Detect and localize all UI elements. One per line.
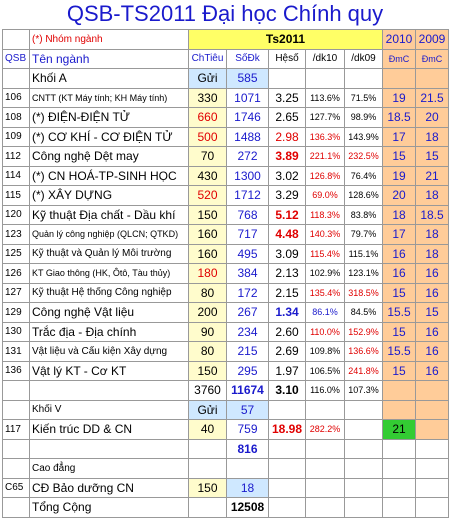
dmc-2010-header: ĐmC xyxy=(383,49,416,69)
khoi-a-label: Khối A xyxy=(30,69,189,89)
table-row: 126 KT Giao thông (HK, Ôtô, Tàu thủy) 180 384 2.13 102.9% 123.1% 16 16 xyxy=(3,264,449,284)
year-2010-header: 2010 xyxy=(383,30,416,50)
header-row-1 xyxy=(3,30,449,50)
dk09-header: /dk09 xyxy=(345,49,383,69)
khoi-v-row xyxy=(3,400,449,420)
dmc-2009-header: ĐmC xyxy=(416,49,449,69)
table-row: 127 Kỹ thuật Hệ thống Công nghiệp 80 172 2.15 135.4% 318.5% 15 16 xyxy=(3,283,449,303)
qsb-header: QSB xyxy=(3,49,30,69)
khoi-v-gui-value: 57 xyxy=(227,400,269,420)
subtotal-v-sodk: 816 xyxy=(227,439,269,459)
admissions-table xyxy=(2,29,449,518)
khoi-v-gui-label: Gửi xyxy=(189,400,227,420)
khoi-a-row xyxy=(3,69,449,89)
chtieu-header: ChTiêu xyxy=(189,49,227,69)
cao-dang-row xyxy=(3,459,449,479)
ten-nganh-header: Tên ngành xyxy=(30,49,189,69)
year-2009-header: 2009 xyxy=(416,30,449,50)
table-row: 125 Kỹ thuật và Quản lý Môi trường 160 495 3.09 115.4% 115.1% 16 18 xyxy=(3,244,449,264)
table-row: 112 Công nghệ Dệt may 70 272 3.89 221.1% 232.5% 15 15 xyxy=(3,147,449,167)
table-row: 106 CNTT (KT Máy tính; KH Máy tính) 330 1071 3.25 113.6% 71.5% 19 21.5 xyxy=(3,88,449,108)
khoi-v-label: Khối V xyxy=(30,400,189,420)
table-row-c65: C65 CĐ Bảo dưỡng CN 150 18 xyxy=(3,478,449,498)
table-row: 109 (*) CƠ KHÍ - CƠ ĐIỆN TỬ 500 1488 2.98 136.3% 143.9% 17 18 xyxy=(3,127,449,147)
khoi-a-gui-label: Gửi xyxy=(189,69,227,89)
tong-cong-value: 12508 xyxy=(227,498,269,518)
table-row: 130 Trắc địa - Địa chính 90 234 2.60 110.0% 152.9% 15 16 xyxy=(3,322,449,342)
table-row: 114 (*) CN HOÁ-TP-SINH HỌC 430 1300 3.02 126.8% 76.4% 19 21 xyxy=(3,166,449,186)
table-row: 108 (*) ĐIỆN-ĐIỆN TỬ 660 1746 2.65 127.7% 98.9% 18.5 20 xyxy=(3,108,449,128)
cao-dang-label: Cao đẳng xyxy=(30,459,189,479)
header-row-2 xyxy=(3,49,449,69)
table-row-117: 117 Kiến trúc DD & CN 40 759 18.98 282.2% 21 xyxy=(3,420,449,440)
subtotal-khoi-v-row xyxy=(3,439,449,459)
tong-cong-row xyxy=(3,498,449,518)
ts2011-header: Ts2011 xyxy=(189,30,383,50)
subtotal-khoi-a-row xyxy=(3,381,449,401)
subtotal-a-heso: 3.10 xyxy=(269,381,306,401)
table-row: 123 Quản lý công nghiệp (QLCN; QTKD) 160 717 4.48 140.3% 79.7% 17 18 xyxy=(3,225,449,245)
subtotal-a-dk10: 116.0% xyxy=(306,381,345,401)
table-row: 136 Vật lý KT - Cơ KT 150 295 1.97 106.5% 241.8% 15 16 xyxy=(3,361,449,381)
table-row: 129 Công nghệ Vật liệu 200 267 1.34 86.1% 84.5% 15.5 15 xyxy=(3,303,449,323)
subtotal-a-sodk: 11674 xyxy=(227,381,269,401)
page-title: QSB-TS2011 Đại học Chính quy xyxy=(66,1,384,26)
table-row: 115 (*) XÂY DỰNG 520 1712 3.29 69.0% 128.6% 20 18 xyxy=(3,186,449,206)
dk10-header: /dk10 xyxy=(306,49,345,69)
tong-cong-label: Tổng Cộng xyxy=(30,498,189,518)
table-row: 131 Vật liệu và Cấu kiện Xây dựng 80 215 2.69 109.8% 136.6% 15.5 16 xyxy=(3,342,449,362)
nhom-nganh-label: (*) Nhóm ngành xyxy=(30,30,189,50)
heso-header: Hệsố xyxy=(269,49,306,69)
subtotal-a-chtieu: 3760 xyxy=(189,381,227,401)
sodk-header: SốĐk xyxy=(227,49,269,69)
subtotal-a-dk09: 107.3% xyxy=(345,381,383,401)
khoi-a-gui-value: 585 xyxy=(227,69,269,89)
table-row: 120 Kỹ thuật Địa chất - Dầu khí 150 768 5.12 118.3% 83.8% 18 18.5 xyxy=(3,205,449,225)
